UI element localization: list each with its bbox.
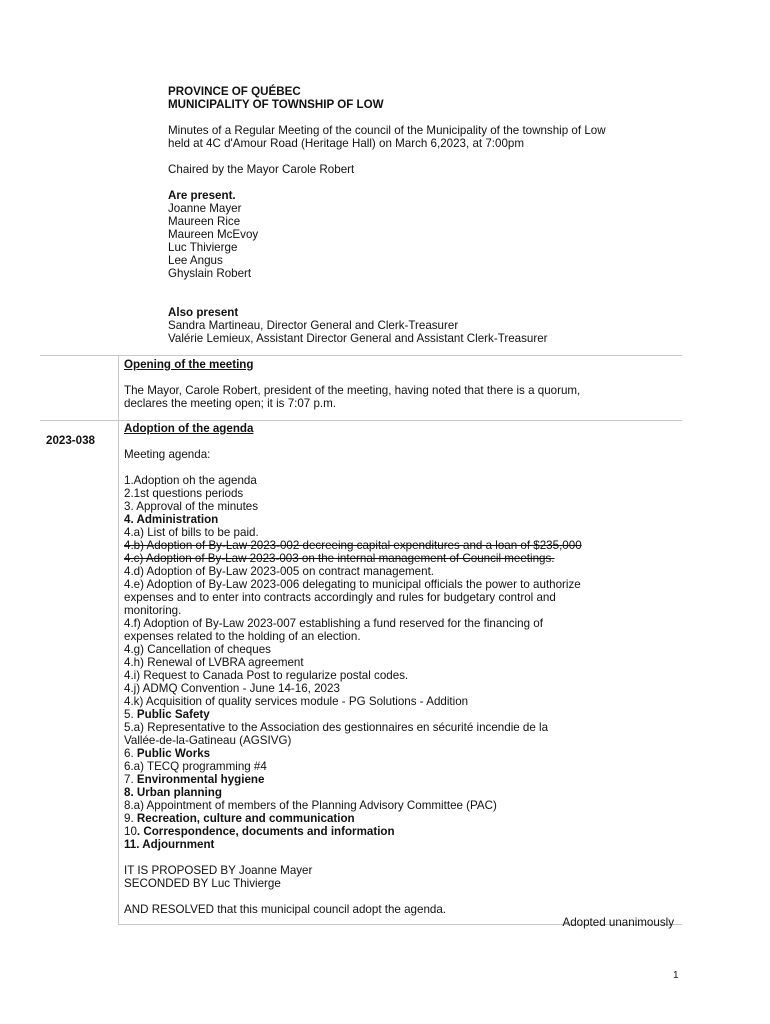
also-present-title: Also present (168, 306, 239, 319)
present-member: Joanne Mayer (168, 202, 242, 215)
present-member: Maureen Rice (168, 215, 241, 228)
agenda-item (124, 838, 684, 851)
also-present-member: Sandra Martineau, Director General and Clerk-Treasurer (168, 319, 459, 332)
agenda-item (124, 747, 684, 760)
seconded-by: SECONDED BY Luc Thivierge (124, 877, 281, 890)
present-member: Ghyslain Robert (168, 267, 252, 280)
agenda-item-text: . Correspondence, documents and information (136, 825, 395, 838)
agenda-item (124, 799, 684, 812)
agenda-item-text: 8. Urban planning (124, 786, 222, 799)
agenda-item (124, 773, 684, 786)
agenda-item-number: 6. (124, 747, 137, 760)
agenda-item-number: 10 (124, 825, 137, 838)
proposed-by: IT IS PROPOSED BY Joanne Mayer (124, 864, 313, 877)
agenda-title: Adoption of the agenda (124, 422, 254, 435)
agenda-item-text: expenses and to enter into contracts accordingly and rules for budgetary control and (124, 591, 556, 604)
table-rule-middle (40, 420, 682, 421)
opening-title: Opening of the meeting (124, 358, 254, 371)
agenda-item-text: 8.a) Appointment of members of the Planning Advisory Committee (PAC) (124, 799, 497, 812)
page-number: 1 (673, 970, 679, 981)
agenda-item-text: 2.1st questions periods (124, 487, 244, 500)
also-present-member: Valérie Lemieux, Assistant Director General and Assistant Clerk-Treasurer (168, 332, 548, 345)
agenda-item (124, 487, 684, 500)
adoption-status: Adopted unanimously (562, 916, 674, 929)
table-column-divider (118, 355, 119, 924)
opening-text-line2: declares the meeting open; it is 7:07 p.m. (124, 397, 337, 410)
present-member: Maureen McEvoy (168, 228, 259, 241)
agenda-item-text: 4.a) List of bills to be paid. (124, 526, 259, 539)
agenda-item-number: 5. (124, 708, 137, 721)
agenda-item (124, 617, 684, 630)
agenda-item (124, 695, 684, 708)
opening-section (124, 358, 684, 410)
agenda-item (124, 669, 684, 682)
agenda-intro: Meeting agenda: (124, 448, 211, 461)
resolution-number: 2023-038 (46, 434, 95, 447)
province-heading: PROVINCE OF QUÉBEC (168, 85, 301, 98)
municipality-heading: MUNICIPALITY OF TOWNSHIP OF LOW (168, 98, 384, 111)
agenda-item (124, 500, 684, 513)
agenda-item-text: 4.f) Adoption of By-Law 2023-007 establishing a fund reserved for the financing of (124, 617, 543, 630)
agenda-item (124, 565, 684, 578)
agenda-item (124, 513, 684, 526)
agenda-item-text: Public Safety (136, 708, 210, 721)
agenda-item-text: 4.h) Renewal of LVBRA agreement (124, 656, 304, 669)
agenda-section (124, 422, 684, 929)
agenda-item-text: monitoring. (124, 604, 182, 617)
agenda-item-text: Vallée-de-la-Gatineau (AGSIVG) (124, 734, 292, 747)
resolution-text: AND RESOLVED that this municipal council adopt the agenda. (124, 903, 447, 916)
table-rule-top (40, 355, 682, 356)
opening-text-line1: The Mayor, Carole Robert, president of the meeting, having noted that there is a quorum, (124, 384, 581, 397)
agenda-item (124, 825, 684, 838)
agenda-item-text: 4. Administration (124, 513, 219, 526)
agenda-item (124, 734, 684, 747)
agenda-item-text: 4.i) Request to Canada Post to regularize postal codes. (124, 669, 409, 682)
chaired-by: Chaired by the Mayor Carole Robert (168, 163, 355, 176)
agenda-item (124, 552, 684, 565)
minutes-description-line2: held at 4C d'Amour Road (Heritage Hall) on March 6,2023, at 7:00pm (168, 137, 525, 150)
agenda-item-text: 4.j) ADMQ Convention - June 14-16, 2023 (124, 682, 340, 695)
agenda-item (124, 630, 684, 643)
agenda-item-text: Public Works (136, 747, 211, 760)
agenda-item-text: 4.k) Acquisition of quality services module - PG Solutions - Addition (124, 695, 469, 708)
minutes-header (168, 85, 688, 345)
agenda-item-text: 4.b) Adoption of By-Law 2023-002 decreeing capital expenditures and a loan of $235,000 (124, 539, 582, 552)
agenda-item-text: 3. Approval of the minutes (124, 500, 259, 513)
agenda-item (124, 539, 684, 552)
agenda-item (124, 682, 684, 695)
agenda-item-text: 11. Adjournment (124, 838, 215, 851)
agenda-item (124, 708, 684, 721)
agenda-item-text: 4.e) Adoption of By-Law 2023-006 delegating to municipal officials the power to authorize (124, 578, 581, 591)
present-list (168, 202, 688, 280)
agenda-item-text: 4.g) Cancellation of cheques (124, 643, 271, 656)
minutes-description-line1: Minutes of a Regular Meeting of the council of the Municipality of the township of Low (168, 124, 606, 137)
agenda-list (124, 474, 684, 851)
agenda-item-text: 4.d) Adoption of By-Law 2023-005 on contract management. (124, 565, 435, 578)
agenda-item (124, 474, 684, 487)
present-member: Lee Angus (168, 254, 223, 267)
agenda-item (124, 786, 684, 799)
agenda-item (124, 578, 684, 591)
agenda-item (124, 591, 684, 604)
present-title: Are present. (168, 189, 236, 202)
agenda-item-text: Environmental hygiene (136, 773, 265, 786)
agenda-item (124, 526, 684, 539)
agenda-item (124, 604, 684, 617)
agenda-item-text: 1.Adoption oh the agenda (124, 474, 257, 487)
agenda-item (124, 812, 684, 825)
agenda-item-text: 6.a) TECQ programming #4 (124, 760, 267, 773)
agenda-item-number: 9. (124, 812, 137, 825)
agenda-item-text: Recreation, culture and communication (136, 812, 355, 825)
present-member: Luc Thivierge (168, 241, 238, 254)
agenda-item (124, 721, 684, 734)
agenda-item-number: 7. (124, 773, 137, 786)
agenda-item-text: 4.c) Adoption of By-Law 2023-003 on the internal management of Council meetings. (124, 552, 555, 565)
agenda-item (124, 656, 684, 669)
agenda-item (124, 760, 684, 773)
agenda-item-text: 5.a) Representative to the Association des gestionnaires en sécurité incendie de la (124, 721, 549, 734)
agenda-item-text: expenses related to the holding of an election. (124, 630, 361, 643)
agenda-item (124, 643, 684, 656)
